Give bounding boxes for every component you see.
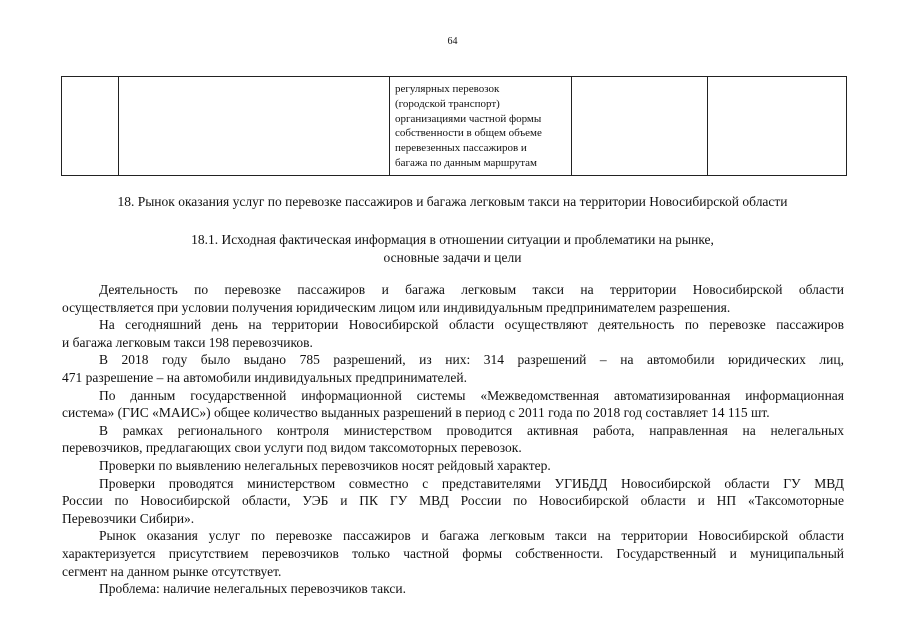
body-text [62,281,844,598]
table-cell-line: багажа по данным маршрутам [395,156,537,169]
paragraph-line: характеризуется присутствием перевозчиков только частной формы собственности. Государственный и муниципальный [62,545,844,561]
paragraph-line: В рамках регионального контроля министерством проводится активная работа, направленная на нелегальных [99,422,844,438]
paragraph [62,527,844,580]
paragraph-line: Проверки проводятся министерством совместно с представителями УГИБДД Новосибирской области ГУ МВД [99,475,844,491]
paragraph-line: сегмент на данном рынке отсутствует. [62,563,282,579]
paragraph [62,580,844,598]
paragraph-line: Деятельность по перевозке пассажиров и багажа легковым такси на территории Новосибирской области [99,282,844,297]
table-cell-line: собственности в общем объеме [395,127,542,140]
subsection-heading-line: 18.1. Исходная фактическая информация в отношении ситуации и проблематики на рынке, [191,232,714,247]
subsection-heading [0,231,905,267]
paragraph-line: Проблема: наличие нелегальных перевозчиков такси. [99,581,406,597]
paragraph-line: Перевозчики Сибири». [62,510,195,526]
paragraph [62,316,844,351]
paragraph-line: России по Новосибирской области, УЭБ и ПК ГУ МВД России по Новосибирской области и НП «Таксомоторные [62,493,844,509]
paragraph-line: Рынок оказания услуг по перевозке пассажиров и багажа легковым такси на территории Новосибирской области [99,528,844,544]
page-number: 64 [447,36,458,47]
paragraph [62,281,844,316]
table-cell [62,77,119,176]
paragraph-line: 471 разрешение – на автомобили индивидуальных предпринимателей. [62,369,467,385]
paragraph-line: и багажа легковым такси 198 перевозчиков. [62,334,313,350]
table-cell-line: перевезенных пассажиров и [395,142,527,155]
paragraph [62,457,844,475]
paragraph [62,387,844,422]
subsection-heading-line: основные задачи и цели [383,250,522,265]
table-cell [572,77,708,176]
continuation-table [61,76,847,176]
paragraph [62,475,844,528]
table-cell-line: организациями частной формы [395,112,542,125]
paragraph-line: На сегодняшний день на территории Новосибирской области осуществляют деятельность по перевозке пассажиров [99,317,844,333]
table-row [62,77,847,176]
paragraph-line: система» (ГИС «МАИС») общее количество выданных разрешений в период с 2011 года по 2018 год составляет 14 115 шт. [62,405,770,421]
paragraph [62,422,844,457]
table-cell-line: регулярных перевозок [395,83,500,95]
table-cell [119,77,390,176]
section-heading: 18. Рынок оказания услуг по перевозке пассажиров и багажа легковым такси на территории Новосибирской области [117,194,788,209]
paragraph-line: По данным государственной информационной системы «Межведомственная автоматизированная информационная [99,387,844,403]
paragraph-line: осуществляется при условии получения юридическим лицом или индивидуальным предпринимателем разрешения. [62,299,731,315]
paragraph [62,351,844,386]
table-cell [708,77,847,176]
table-cell-indicator [390,77,572,176]
table-cell-line: (городской транспорт) [395,97,500,110]
paragraph-line: Проверки по выявлению нелегальных перевозчиков носят рейдовый характер. [99,457,551,473]
paragraph-line: В 2018 году было выдано 785 разрешений, из них: 314 разрешений – на автомобили юридических лиц, [99,352,844,368]
paragraph-line: перевозчиков, предлагающих свои услуги под видом таксомоторных перевозок. [62,440,522,456]
